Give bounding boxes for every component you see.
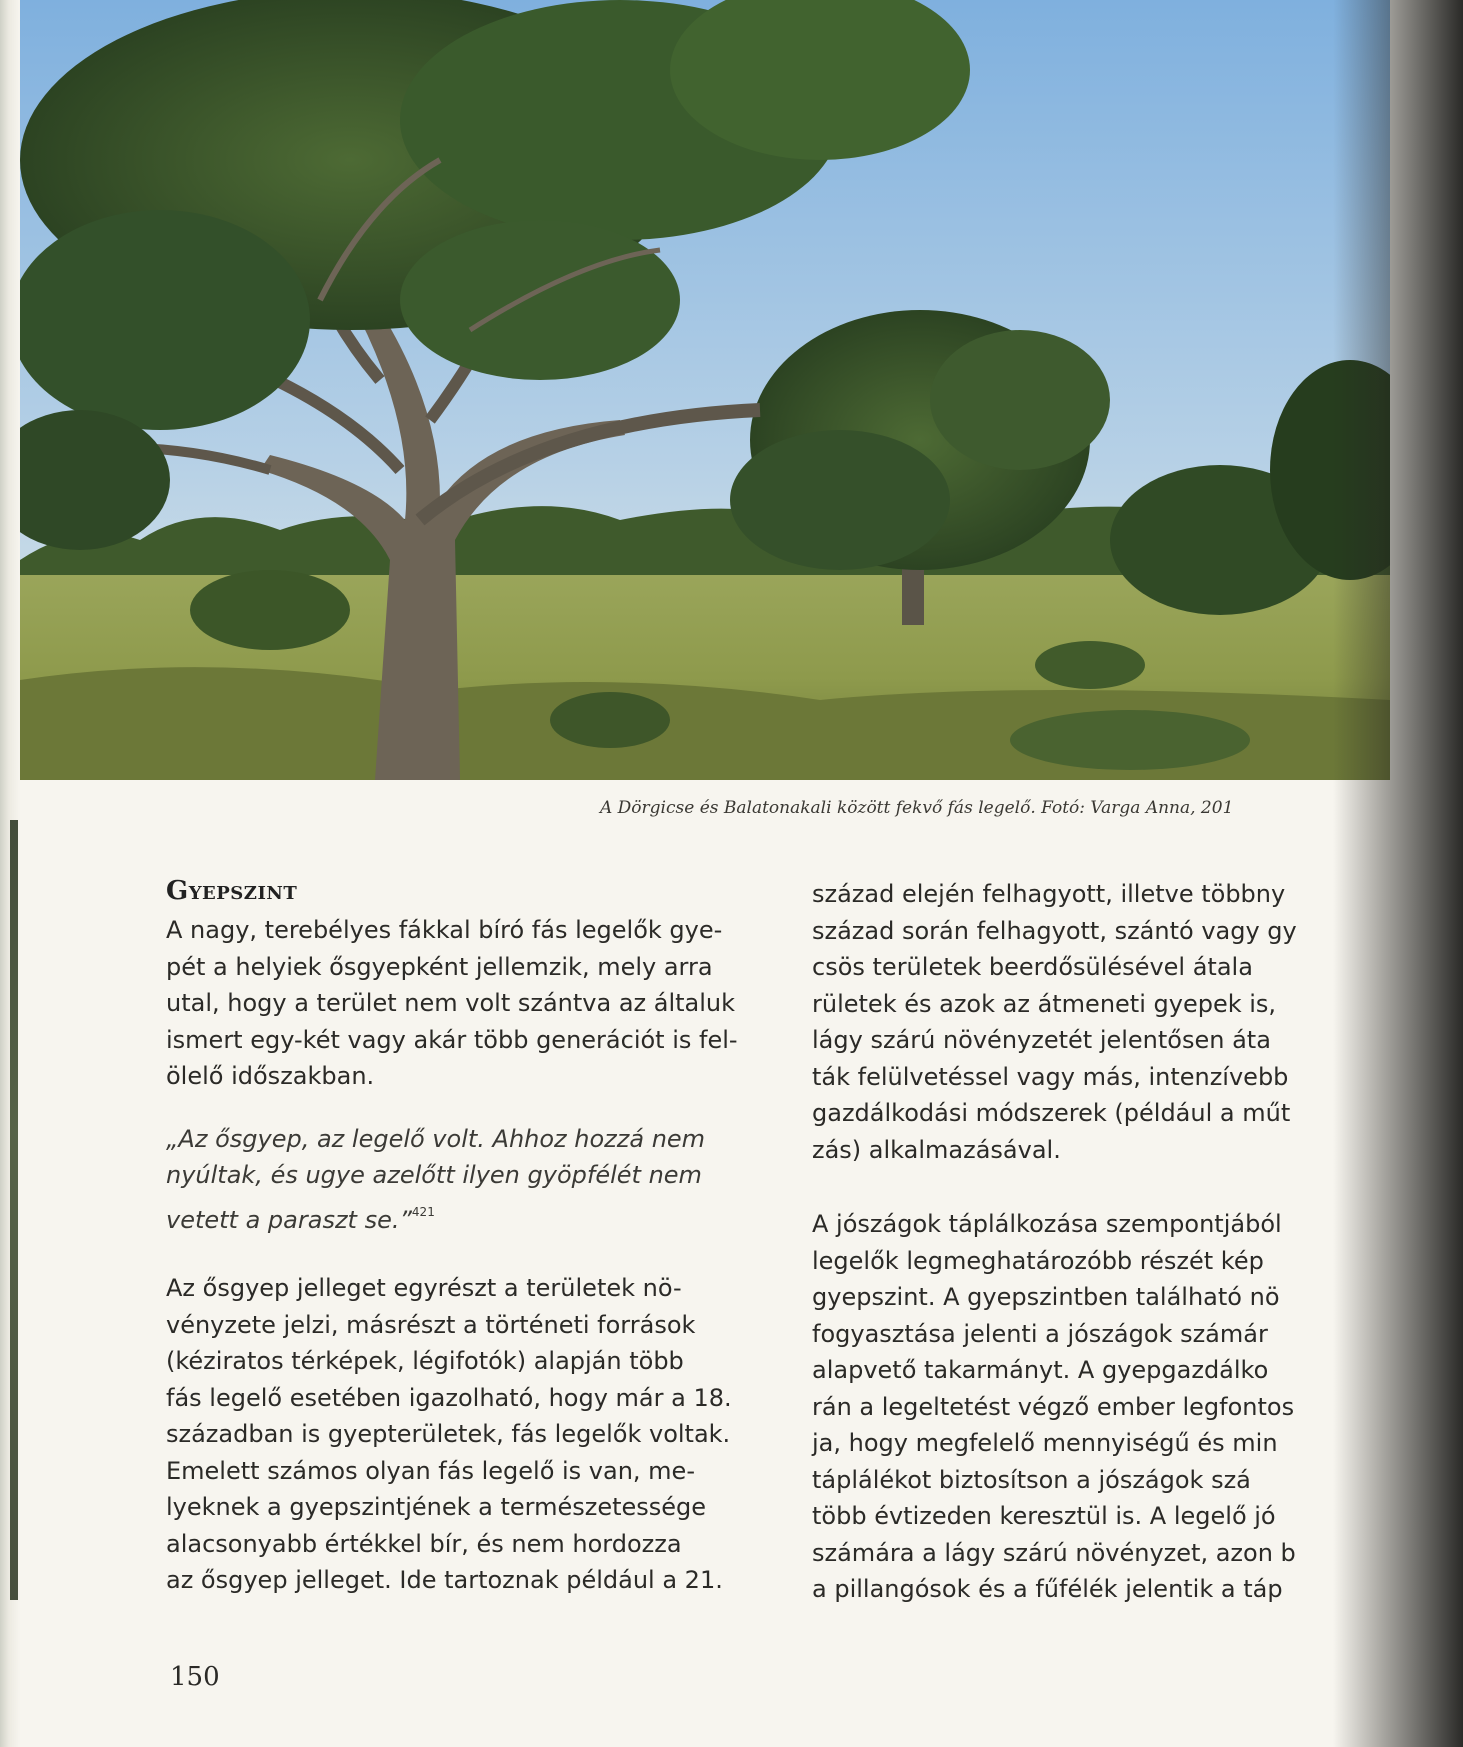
paragraph: század elején felhagyott, illetve többny század során felhagyott, szántó vagy gy csös területek beerdősülésével átala rületek és azok az átmeneti gyepek is, lágy szárú növényzetét jelentősen áta ták felülvetéssel vagy más, intenzívebb gazdálkodási módszerek (például a műt zás) alkalmazásával.: [812, 880, 1297, 1164]
adjacent-page-strip: [10, 820, 18, 1600]
paragraph: Az ősgyep jelleget egyrészt a területek nö- vényzete jelzi, másrészt a történeti források (kéziratos térképek, légifotók) alapján több fás legelő esetében igazolható, hogy már a 18. században is gyepterületek, fás legelők voltak. Emelett számos olyan fás legelő is van, me- lyeknek a gyepszintjének a természetessége alacsonyabb értékkel bír, és nem hordozza az ősgyep jelleget. Ide tartoznak például a 21.: [166, 1274, 732, 1594]
left-column: [166, 876, 786, 1599]
section-heading: Gyepszint: [166, 876, 298, 906]
quote-block: [166, 1121, 786, 1239]
footnote-ref: 421: [411, 1204, 435, 1219]
paragraph: A nagy, terebélyes fákkal bíró fás legelők gye- pét a helyiek ősgyepként jellemzik, mely arra utal, hogy a terület nem volt szántva az általuk ismert egy-két vagy akár több generációt is fel- ölelő időszakban.: [166, 916, 738, 1090]
oak-pasture-photo: [20, 0, 1390, 780]
quote-text: „Az ősgyep, az legelő volt. Ahhoz hozzá nem nyúltak, és ugye azelőtt ilyen gyöpfélét nem vetett a paraszt se.”: [166, 1124, 706, 1234]
paragraph: A jószágok táplálkozása szempontjából legelők legmeghatározóbb részét kép gyepszint. A gyepszintben található nö fogyasztása jelenti a jószágok számár alapvető takarmányt. A gyepgazdálko rán a legeltetést végző ember legfontos ja, hogy megfelelő mennyiségű és min táplálékot biztosítson a jószágok szá több évtizeden keresztül is. A legelő jó számára a lágy szárú növényzet, azon b a pillangósok és a fűfélék jelentik a táp: [812, 1210, 1296, 1603]
page-number: 150: [170, 1662, 220, 1692]
photo-caption: A Dörgicse és Balatonakali között fekvő fás legelő. Fotó: Varga Anna, 201: [600, 798, 1234, 818]
right-column: [812, 876, 1432, 1608]
